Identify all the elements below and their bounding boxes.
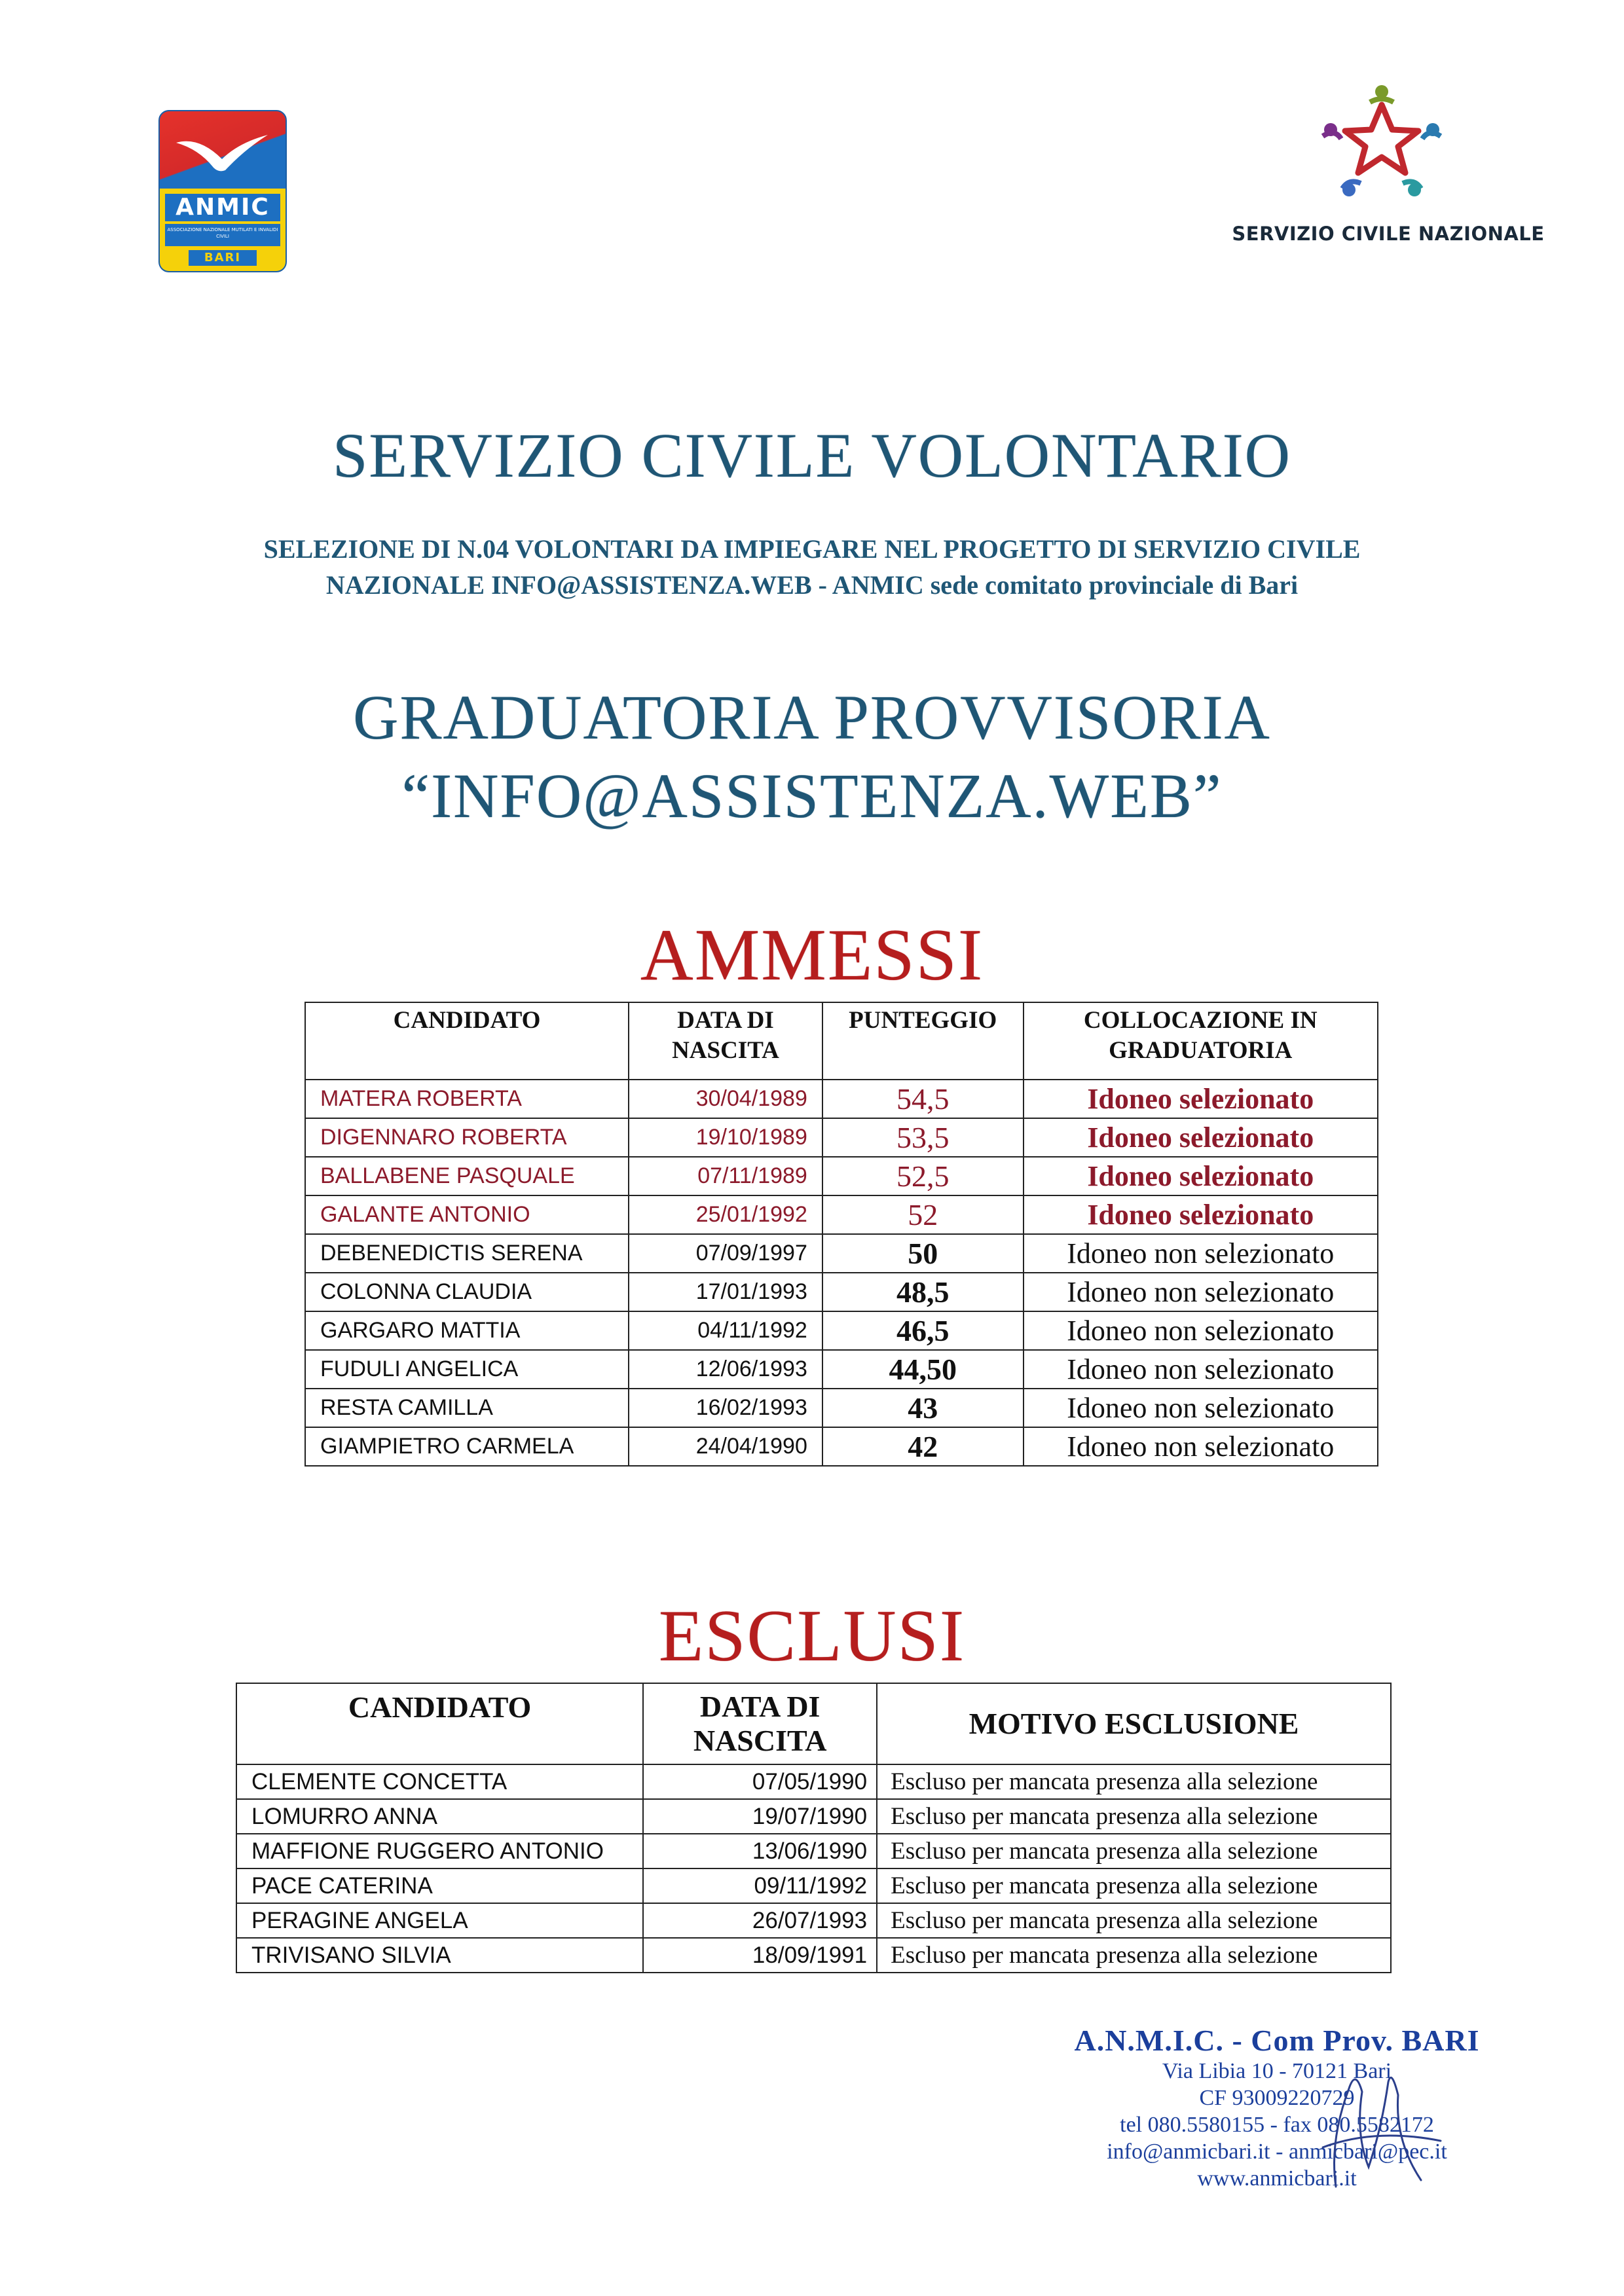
- anmic-logo-city: BARI: [189, 250, 257, 266]
- candidate-name: BALLABENE PASQUALE: [305, 1157, 629, 1195]
- candidate-name: CLEMENTE CONCETTA: [236, 1764, 643, 1799]
- exclusion-reason: Escluso per mancata presenza alla selezione: [877, 1799, 1391, 1834]
- candidate-name: MAFFIONE RUGGERO ANTONIO: [236, 1834, 643, 1868]
- table-row: [305, 1080, 1378, 1118]
- anmic-logo-subtitle: ASSOCIAZIONE NAZIONALE MUTILATI E INVALIDI CIVILI: [165, 224, 280, 246]
- placement-status: Idoneo non selezionato: [1024, 1273, 1378, 1311]
- placement-status: Idoneo non selezionato: [1024, 1311, 1378, 1350]
- candidate-name: FUDULI ANGELICA: [305, 1350, 629, 1389]
- candidate-name: RESTA CAMILLA: [305, 1389, 629, 1427]
- birth-date: 19/07/1990: [643, 1799, 877, 1834]
- placement-status: Idoneo selezionato: [1024, 1080, 1378, 1118]
- table-row: [305, 1195, 1378, 1234]
- birth-date: 17/01/1993: [629, 1273, 822, 1311]
- header-birth-date: DATA DI NASCITA: [629, 1002, 822, 1080]
- table-row: [305, 1311, 1378, 1350]
- score: 48,5: [822, 1273, 1024, 1311]
- birth-date: 26/07/1993: [643, 1903, 877, 1938]
- birth-date: 09/11/1992: [643, 1868, 877, 1903]
- stamp-org-name: A.N.M.I.C. - Com Prov. BARI: [1074, 2024, 1480, 2057]
- handwritten-signature: [1257, 2030, 1467, 2200]
- placement-status: Idoneo non selezionato: [1024, 1350, 1378, 1389]
- table-row: [305, 1157, 1378, 1195]
- page-title: SERVIZIO CIVILE VOLONTARIO: [332, 420, 1291, 490]
- header-placement: COLLOCAZIONE IN GRADUATORIA: [1024, 1002, 1378, 1080]
- birth-date: 24/04/1990: [629, 1427, 822, 1466]
- exclusion-reason: Escluso per mancata presenza alla selezione: [877, 1764, 1391, 1799]
- score: 43: [822, 1389, 1024, 1427]
- birth-date: 07/05/1990: [643, 1764, 877, 1799]
- birth-date: 18/09/1991: [643, 1938, 877, 1973]
- candidate-name: LOMURRO ANNA: [236, 1799, 643, 1834]
- birth-date: 07/09/1997: [629, 1234, 822, 1273]
- birth-date: 04/11/1992: [629, 1311, 822, 1350]
- birth-date: 12/06/1993: [629, 1350, 822, 1389]
- stamp-phone-fax: tel 080.5580155 - fax 080.5582172: [1120, 2113, 1434, 2137]
- placement-status: Idoneo non selezionato: [1024, 1427, 1378, 1466]
- birth-date: 16/02/1993: [629, 1389, 822, 1427]
- ammessi-heading: AMMESSI: [640, 915, 984, 996]
- table-row: [305, 1118, 1378, 1157]
- birth-date: 30/04/1989: [629, 1080, 822, 1118]
- score: 52: [822, 1195, 1024, 1234]
- score: 53,5: [822, 1118, 1024, 1157]
- table-row: [305, 1389, 1378, 1427]
- candidate-name: TRIVISANO SILVIA: [236, 1938, 643, 1973]
- esclusi-table: [236, 1683, 1392, 1973]
- selection-text-line2: NAZIONALE INFO@ASSISTENZA.WEB - ANMIC sede comitato provinciale di Bari: [325, 570, 1299, 600]
- table-row: [305, 1273, 1378, 1311]
- placement-status: Idoneo selezionato: [1024, 1157, 1378, 1195]
- table-row: [305, 1350, 1378, 1389]
- stamp-email: info@anmicbari.it - anmicbari@pec.it: [1107, 2140, 1447, 2164]
- header-birth-date: DATA DI NASCITA: [643, 1683, 877, 1764]
- candidate-name: MATERA ROBERTA: [305, 1080, 629, 1118]
- score: 50: [822, 1234, 1024, 1273]
- score: 42: [822, 1427, 1024, 1466]
- birth-date: 25/01/1992: [629, 1195, 822, 1234]
- score: 54,5: [822, 1080, 1024, 1118]
- candidate-name: GIAMPIETRO CARMELA: [305, 1427, 629, 1466]
- stamp-address: Via Libia 10 - 70121 Bari: [1162, 2059, 1392, 2083]
- birth-date: 13/06/1990: [643, 1834, 877, 1868]
- candidate-name: GARGARO MATTIA: [305, 1311, 629, 1350]
- ammessi-table: [304, 1002, 1378, 1467]
- table-row: [305, 1234, 1378, 1273]
- anmic-logo-text: ANMIC: [165, 194, 280, 221]
- birth-date: 07/11/1989: [629, 1157, 822, 1195]
- candidate-name: DIGENNARO ROBERTA: [305, 1118, 629, 1157]
- table-row: [236, 1799, 1391, 1834]
- candidate-name: PERAGINE ANGELA: [236, 1903, 643, 1938]
- table-row: [236, 1834, 1391, 1868]
- header-candidate: CANDIDATO: [305, 1002, 629, 1080]
- exclusion-reason: Escluso per mancata presenza alla selezione: [877, 1868, 1391, 1903]
- candidate-name: DEBENEDICTIS SERENA: [305, 1234, 629, 1273]
- exclusion-reason: Escluso per mancata presenza alla selezione: [877, 1938, 1391, 1973]
- header-score: PUNTEGGIO: [822, 1002, 1024, 1080]
- table-row: [236, 1903, 1391, 1938]
- anmic-logo: [158, 110, 287, 272]
- birth-date: 19/10/1989: [629, 1118, 822, 1157]
- table-row: [236, 1938, 1391, 1973]
- header-candidate: CANDIDATO: [236, 1683, 643, 1764]
- servizio-civile-label: SERVIZIO CIVILE NAZIONALE: [1232, 223, 1545, 245]
- table-row: [236, 1764, 1391, 1799]
- servizio-civile-star-people-icon: [1316, 79, 1447, 203]
- table-row: [236, 1868, 1391, 1903]
- stamp-fiscal-code: CF 93009220729: [1199, 2086, 1355, 2110]
- table-header-row: [236, 1683, 1391, 1764]
- score: 44,50: [822, 1350, 1024, 1389]
- exclusion-reason: Escluso per mancata presenza alla selezione: [877, 1834, 1391, 1868]
- selection-text-line1: SELEZIONE DI N.04 VOLONTARI DA IMPIEGARE NEL PROGETTO DI SERVIZIO CIVILE: [263, 534, 1361, 564]
- placement-status: Idoneo non selezionato: [1024, 1234, 1378, 1273]
- candidate-name: COLONNA CLAUDIA: [305, 1273, 629, 1311]
- stamp-website: www.anmicbari.it: [1197, 2166, 1357, 2191]
- ranking-title-line2: “INFO@ASSISTENZA.WEB”: [401, 761, 1223, 831]
- placement-status: Idoneo selezionato: [1024, 1118, 1378, 1157]
- table-header-row: [305, 1002, 1378, 1080]
- candidate-name: GALANTE ANTONIO: [305, 1195, 629, 1234]
- placement-status: Idoneo non selezionato: [1024, 1389, 1378, 1427]
- header-exclusion-reason: MOTIVO ESCLUSIONE: [877, 1683, 1391, 1764]
- table-row: [305, 1427, 1378, 1466]
- placement-status: Idoneo selezionato: [1024, 1195, 1378, 1234]
- exclusion-reason: Escluso per mancata presenza alla selezione: [877, 1903, 1391, 1938]
- seagull-icon: [173, 130, 271, 182]
- esclusi-heading: ESCLUSI: [658, 1595, 966, 1677]
- score: 52,5: [822, 1157, 1024, 1195]
- score: 46,5: [822, 1311, 1024, 1350]
- ranking-title-line1: GRADUATORIA PROVVISORIA: [353, 682, 1271, 752]
- candidate-name: PACE CATERINA: [236, 1868, 643, 1903]
